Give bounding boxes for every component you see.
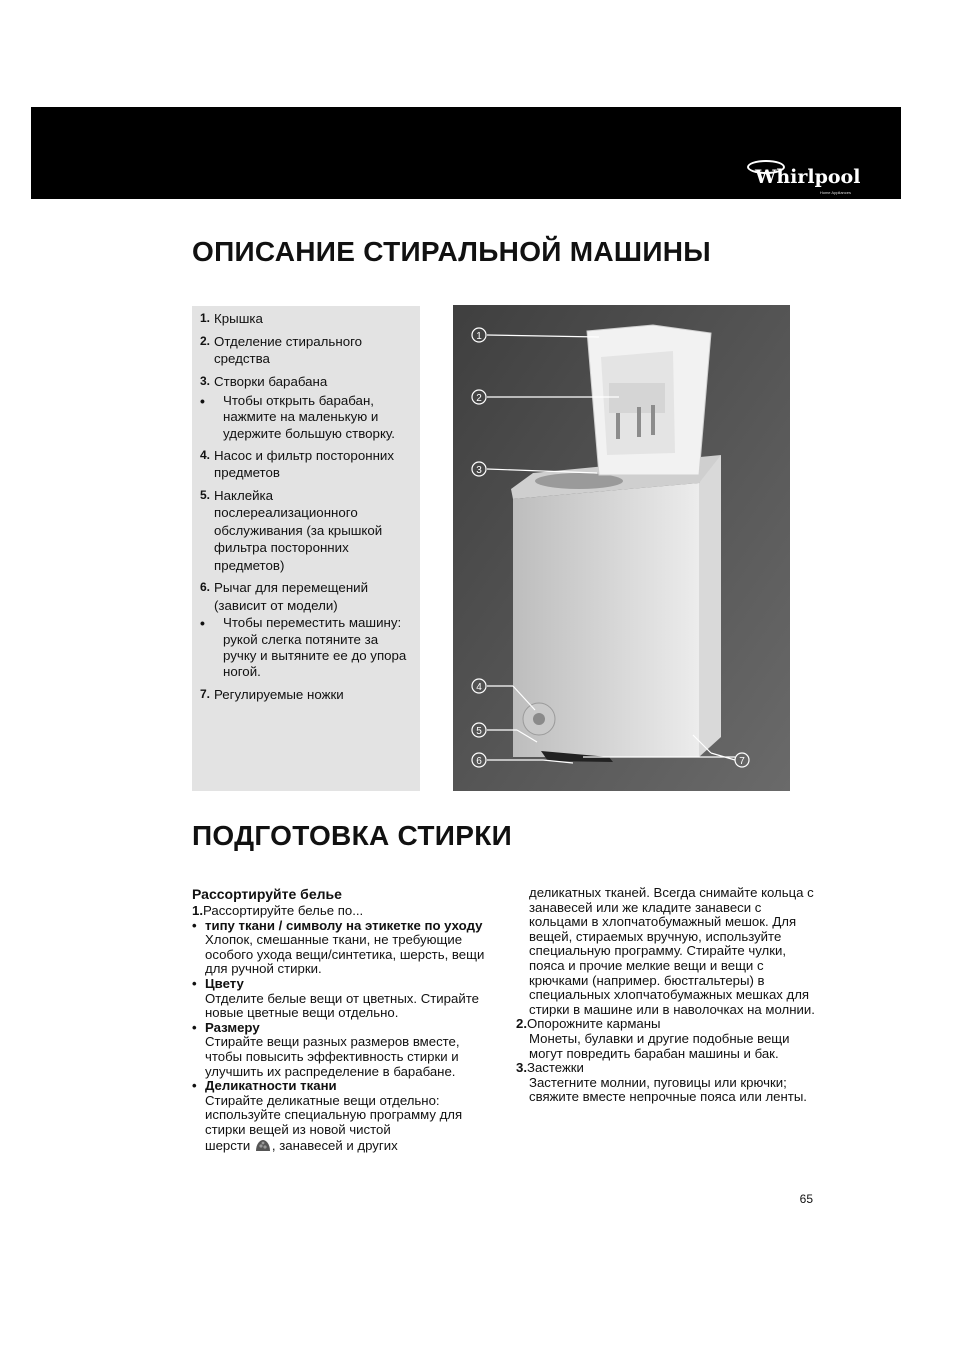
legend-item: 2. Отделение стирального средства [200,333,363,366]
empty-pockets-text: Монеты, булавки и другие подобные вещи могут повредить барабан машины и бак. [529,1030,790,1061]
sort-by-fabric: • типу ткани / символу на этикетке по уходу Хлопок, смешанные ткани, не требующие особого ухода вещи/синтетика, шерсть, вещи для ручной стирки. [192,917,485,977]
legend-item: 7. Регулируемые ножки [200,686,344,702]
sorting-column-right [516,886,816,1105]
sorting-intro: 1.Рассортируйте белье по... [192,903,364,918]
whirlpool-logo [747,164,861,195]
callout-2: 2 [476,393,482,404]
wool-program-icon [254,1138,272,1153]
section2-title: ПОДГОТОВКА СТИРКИ [192,820,513,851]
page-number: 65 [799,1192,813,1206]
sort-by-delicacy: • Деликатности ткани Стирайте деликатные вещи отдельно: используйте специальную программу для стирки вещей из новой чистой шерсти , занавесей и других [192,1078,463,1153]
empty-pockets-title: 2.Опорожните карманы [516,1016,661,1032]
logo-brand: Whirlpool [755,166,861,188]
sorting-column-left [192,886,492,1153]
parts-legend [200,310,415,708]
legend-item: 4. Насос и фильтр посторонних предметов [200,447,394,481]
legend-item: 3. Створки барабана [200,373,328,389]
legend-bullet: • Чтобы переместить машину: рукой слегка потяните за ручку и вытяните ее до упора ногой. [200,615,407,680]
callout-4: 4 [476,682,482,693]
legend-item: 5. Наклейка послереализационного обслуживания (за крышкой фильтра посторонних предметов) [200,487,383,573]
sort-by-size: • Размеру Стирайте вещи разных размеров вместе, чтобы повысить эффективность стирки и улучшить их распределение в барабане. [192,1019,460,1079]
delicacy-continued: деликатных тканей. Всегда снимайте кольца с занавесей или же кладите занавеси с кольцами в хлопчатобумажный мешок. Для вещей, стираемых вручную, используйте специальную программу. Стирайте чулки, пояса и прочие мелкие вещи и вещи с крючками (например. бюстгальтеры) в специальных хлопчатобумажных мешках для стирки в машине или в наволочках на молнии. [529,885,815,1017]
callout-7: 7 [739,756,745,767]
section1-title: ОПИСАНИЕ СТИРАЛЬНОЙ МАШИНЫ [192,236,712,267]
legend-bullet: • Чтобы открыть барабан, нажмите на маленькую и удержите большую створку. [200,393,395,441]
legend-item: 6. Рычаг для перемещений (зависит от модели) [200,580,369,613]
callout-6: 6 [476,756,482,767]
washing-machine-photo [453,305,790,791]
logo-subtitle: Home Appliances [819,190,851,195]
fasteners-title: 3.Застежки [516,1060,584,1076]
sorting-subtitle: Рассортируйте белье [192,886,342,902]
callout-1: 1 [476,331,482,342]
legend-item: 1. Крышка [200,311,263,326]
callout-3: 3 [476,465,482,476]
callout-5: 5 [476,726,482,737]
sort-by-color: • Цвету Отделите белые вещи от цветных. Стирайте новые цветные вещи отдельно. [192,975,479,1021]
fasteners-text: Застегните молнии, пуговицы или крючки; свяжите вместе непрочные пояса или ленты. [529,1074,807,1105]
